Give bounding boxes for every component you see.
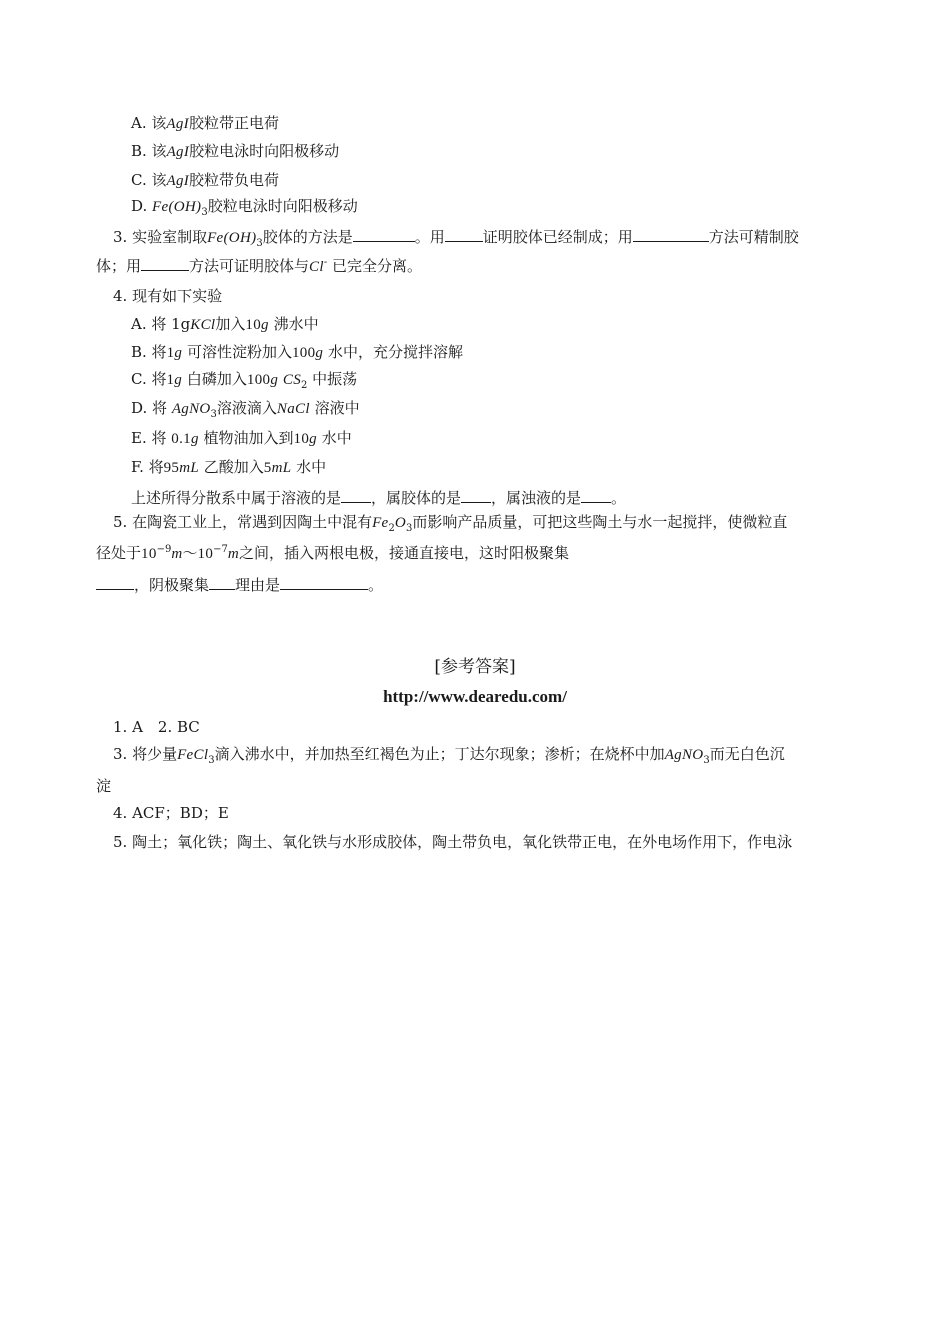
formula-kcl: KCl bbox=[190, 317, 216, 333]
q4-option-e bbox=[131, 428, 352, 449]
option-text: B. 将 bbox=[131, 343, 167, 361]
q2-option-b bbox=[131, 141, 339, 162]
q4-summary bbox=[131, 488, 626, 508]
range-tilde: ～ bbox=[182, 544, 198, 562]
q3-text: 证明胶体已经制成；用 bbox=[482, 228, 633, 246]
formula-cl-ion: Cl bbox=[309, 259, 324, 275]
answer-blank[interactable] bbox=[633, 227, 709, 242]
answer-text: 滴入沸水中，并加热至红褐色为止；丁达尔现象；渗析；在烧杯中加 bbox=[214, 745, 665, 763]
formula-feoh3: Fe(OH) bbox=[152, 199, 202, 215]
option-text: A. 将 1g bbox=[131, 315, 191, 333]
option-text: 水中 bbox=[296, 458, 327, 476]
q2-option-d bbox=[131, 196, 358, 219]
q4-title bbox=[113, 286, 222, 306]
option-text: 白磷加入 bbox=[186, 370, 247, 388]
q3-line-2 bbox=[96, 256, 422, 279]
quantity-number: 5 bbox=[263, 460, 272, 476]
answer-blank[interactable] bbox=[96, 575, 134, 590]
answer-blank[interactable] bbox=[445, 227, 483, 242]
option-text: 溶液中 bbox=[314, 399, 360, 417]
quantity-number: 100 bbox=[291, 345, 316, 361]
q3-text: 体；用 bbox=[96, 257, 142, 275]
q4-option-d bbox=[131, 398, 360, 421]
option-text: 中振荡 bbox=[312, 370, 358, 388]
answer-text: 1. A 2. BC bbox=[113, 718, 200, 736]
q4-text: 上述所得分散系中属于溶液的是 bbox=[131, 489, 342, 507]
answer-blank[interactable] bbox=[141, 256, 189, 271]
q4-text: ，属浊液的是 bbox=[491, 489, 582, 507]
q3-text: 方法可精制胶 bbox=[708, 228, 799, 246]
answer-blank[interactable] bbox=[341, 488, 371, 503]
q3-text: 。用 bbox=[414, 228, 445, 246]
formula-fecl3: FeCl bbox=[177, 747, 209, 763]
option-text: F. 将 bbox=[131, 458, 164, 476]
quantity-unit: mL bbox=[271, 460, 292, 476]
option-text: 胶粒电泳时向阳极移动 bbox=[207, 197, 358, 215]
quantity-number: 1 bbox=[166, 372, 175, 388]
q4-text: ，属胶体的是 bbox=[371, 489, 462, 507]
option-text: E. 将 bbox=[131, 429, 167, 447]
option-text: 胶粒带负电荷 bbox=[189, 171, 280, 189]
formula-nacl: NaCl bbox=[276, 401, 310, 417]
q3-text: 方法可证明胶体与 bbox=[189, 257, 310, 275]
formula-agi: AgI bbox=[166, 144, 190, 160]
formula-fe: Fe bbox=[372, 515, 389, 531]
formula-cs2: CS bbox=[282, 372, 302, 388]
formula-subscript: 3 bbox=[201, 207, 208, 218]
quantity-unit: g bbox=[174, 372, 183, 388]
option-text: 可溶性淀粉加入 bbox=[186, 343, 292, 361]
quantity-number: 10 bbox=[293, 431, 310, 447]
q5-line-2 bbox=[96, 543, 569, 566]
formula-agi: AgI bbox=[166, 116, 189, 132]
quantity-number: 10 bbox=[197, 546, 214, 562]
option-text: 水中，充分搅拌溶解 bbox=[327, 343, 463, 361]
quantity-number: 0.1 bbox=[171, 431, 191, 447]
quantity-unit: m bbox=[227, 546, 240, 562]
quantity-unit: g bbox=[190, 431, 199, 447]
answers-heading bbox=[0, 657, 950, 677]
answer-blank[interactable] bbox=[581, 488, 611, 503]
quantity-number: 100 bbox=[246, 372, 271, 388]
exponent: −9 bbox=[156, 544, 172, 555]
q4-option-c bbox=[131, 369, 357, 392]
option-text: 加入 bbox=[215, 315, 246, 333]
option-prefix: D. bbox=[131, 197, 148, 215]
q4-option-b bbox=[131, 342, 463, 363]
answer-text: 而无白色沉 bbox=[709, 745, 785, 763]
answer-3-line-2 bbox=[96, 776, 111, 796]
q5-text: 5. 在陶瓷工业上，常遇到因陶土中混有 bbox=[113, 513, 373, 531]
source-url bbox=[0, 687, 950, 707]
answer-text: 5. 陶土；氧化铁；陶土、氧化铁与水形成胶体，陶土带负电，氧化铁带正电，在外电场作用下，作电泳 bbox=[113, 833, 793, 851]
answer-4 bbox=[113, 803, 229, 823]
formula-subscript: 3 bbox=[406, 523, 413, 534]
quantity-unit: m bbox=[171, 546, 183, 562]
quantity-unit: g bbox=[270, 372, 279, 388]
answer-3-line-1 bbox=[113, 744, 785, 767]
answer-blank[interactable] bbox=[209, 575, 235, 590]
formula-o: O bbox=[394, 515, 407, 531]
formula-feoh3: Fe(OH) bbox=[207, 230, 257, 246]
answer-blank[interactable] bbox=[280, 575, 368, 590]
q4-title-text: 4. 现有如下实验 bbox=[113, 287, 223, 305]
exponent: −7 bbox=[213, 544, 228, 555]
quantity-number: 10 bbox=[245, 317, 261, 333]
q5-line-1 bbox=[113, 512, 787, 535]
q5-text: 理由是 bbox=[235, 576, 281, 594]
q3-line-1 bbox=[113, 227, 799, 250]
option-text: 乙酸加入 bbox=[203, 458, 264, 476]
option-prefix: B. 该 bbox=[131, 142, 167, 160]
option-text: C. 将 bbox=[131, 370, 167, 388]
formula-agi: AgI bbox=[166, 173, 190, 189]
q4-option-f bbox=[131, 457, 326, 478]
formula-subscript: 3 bbox=[210, 409, 217, 420]
answer-text: 淀 bbox=[96, 777, 112, 795]
q5-text: ，阴极聚集 bbox=[134, 576, 210, 594]
formula-subscript: 2 bbox=[388, 523, 395, 534]
q4-text: 。 bbox=[611, 489, 627, 507]
source-url-text[interactable]: http://www.dearedu.com/ bbox=[383, 687, 567, 706]
option-text: 植物油加入到 bbox=[203, 429, 294, 447]
q5-text: 径处于 bbox=[96, 544, 142, 562]
q2-option-a bbox=[131, 113, 279, 134]
formula-subscript: 3 bbox=[256, 238, 263, 249]
answer-5 bbox=[113, 832, 792, 852]
q3-text: 胶体的方法是 bbox=[262, 228, 353, 246]
answer-blank[interactable] bbox=[461, 488, 491, 503]
ion-charge: - bbox=[323, 257, 328, 268]
quantity-unit: g bbox=[174, 345, 183, 361]
q5-line-3 bbox=[96, 575, 383, 595]
option-text: 胶粒带正电荷 bbox=[188, 114, 279, 132]
answer-text: 3. 将少量 bbox=[113, 745, 178, 763]
option-text: 胶粒电泳时向阳极移动 bbox=[189, 142, 340, 160]
quantity-unit: g bbox=[261, 317, 269, 333]
formula-subscript: 3 bbox=[703, 755, 710, 766]
formula-subscript: 3 bbox=[208, 755, 215, 766]
quantity-unit: g bbox=[309, 431, 317, 447]
q2-option-c bbox=[131, 170, 279, 191]
formula-subscript: 2 bbox=[301, 380, 308, 391]
answer-blank[interactable] bbox=[353, 227, 415, 242]
q4-option-a bbox=[131, 314, 319, 335]
quantity-number: 10 bbox=[141, 546, 157, 562]
q5-text: 。 bbox=[368, 576, 384, 594]
answer-1-2 bbox=[113, 717, 200, 737]
option-text: D. 将 bbox=[131, 399, 168, 417]
answer-text: 4. ACF；BD；E bbox=[113, 804, 229, 822]
option-text: 沸水中 bbox=[273, 315, 319, 333]
quantity-unit: g bbox=[315, 345, 324, 361]
q5-text: 之间，插入两根电极，接通直接电，这时阳极聚集 bbox=[239, 544, 570, 562]
quantity-unit: mL bbox=[179, 460, 199, 476]
option-prefix: C. 该 bbox=[131, 171, 167, 189]
formula-agno3: AgNO bbox=[171, 401, 211, 417]
answers-heading-text: [参考答案] bbox=[434, 657, 516, 677]
quantity-number: 1 bbox=[166, 345, 175, 361]
formula-agno3: AgNO bbox=[664, 747, 704, 763]
q3-text: 3. 实验室制取 bbox=[113, 228, 208, 246]
quantity-number: 95 bbox=[163, 460, 180, 476]
option-text: 水中 bbox=[321, 429, 352, 447]
option-prefix: A. 该 bbox=[131, 114, 167, 132]
option-text: 溶液滴入 bbox=[216, 399, 277, 417]
q3-text: 已完全分离。 bbox=[331, 257, 422, 275]
q5-text: 而影响产品质量，可把这些陶土与水一起搅拌，使微粒直 bbox=[412, 513, 788, 531]
